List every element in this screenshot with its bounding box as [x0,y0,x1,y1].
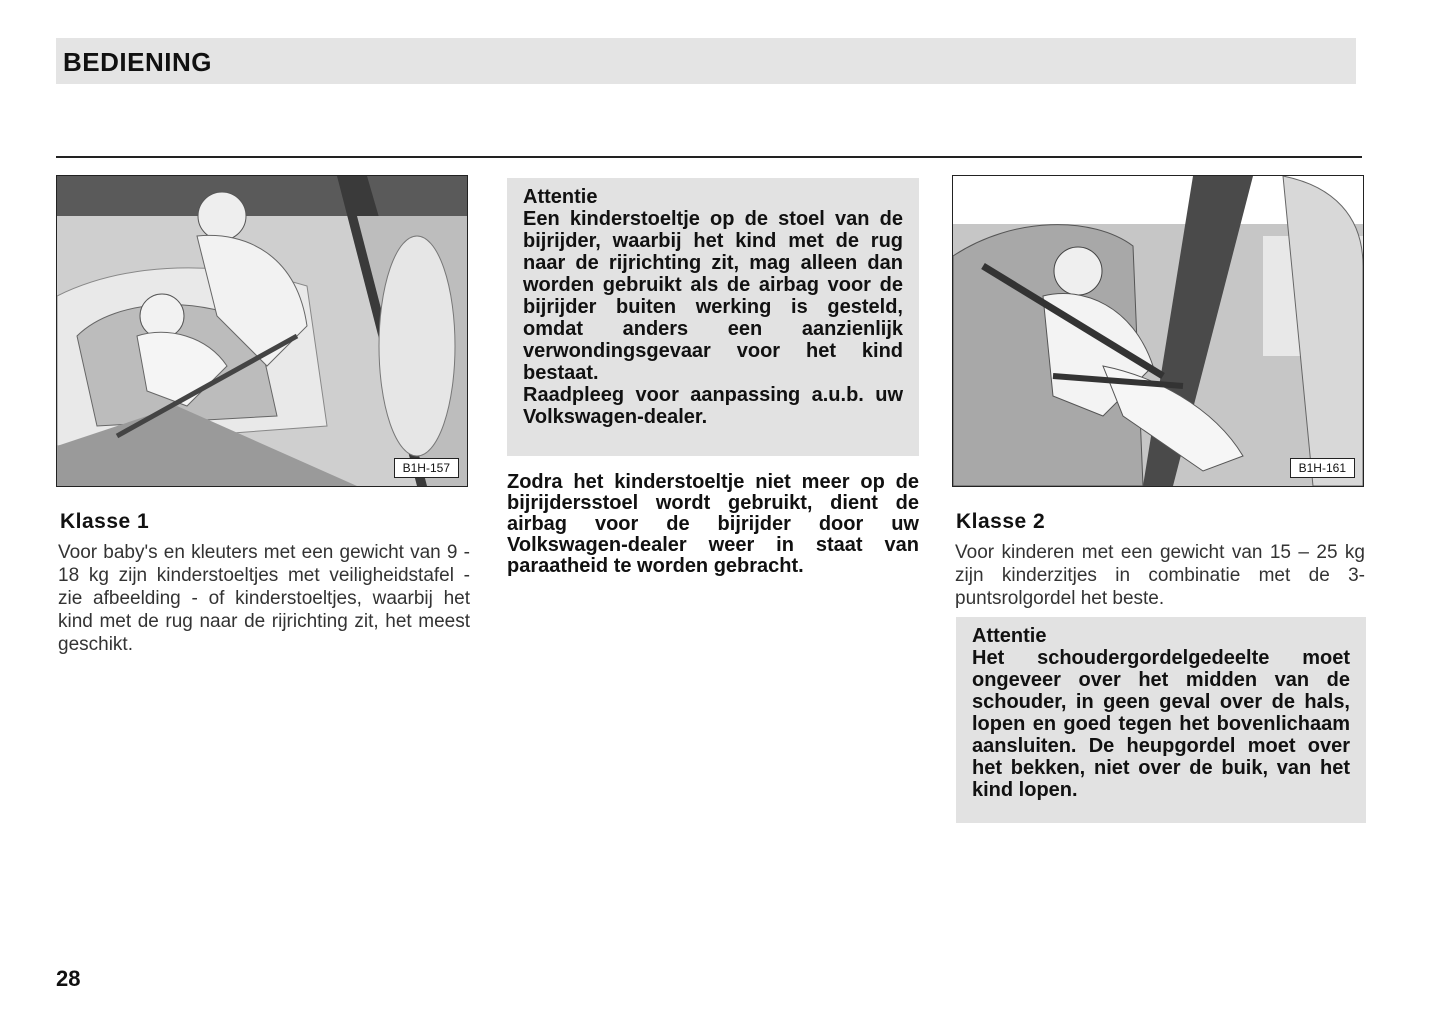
page-number: 28 [56,966,81,991]
heading-klasse-1: Klasse 1 [60,510,150,533]
warning-text-belt: Het schoudergordelgedeelte moet ongeveer over het midden van de schouder, in geen geval over de hals, lopen en goed tegen het bovenlichaam aansluiten. De heupgordel moet over het bekken, niet over de buik, van het kind lopen. [972,647,1350,801]
warning-title: Attentie [523,186,598,208]
illustration-klasse-1 [56,175,468,487]
header-band [56,38,1356,84]
figure-code-left: B1H-157 [394,458,459,478]
illustration-klasse-2 [952,175,1364,487]
warning-box-belt [956,617,1366,823]
figure-code-right: B1H-161 [1290,458,1355,478]
text-klasse-1: Voor baby's en kleuters met een gewicht van 9 - 18 kg zijn kinderstoeltjes met veiligheidstafel - zie afbeelding - of kinderstoeltjes, waarbij het kind met de rug naar de rijrichting zit, het meest geschikt. [58,542,470,655]
section-title: BEDIENING [63,47,212,77]
heading-klasse-2: Klasse 2 [956,510,1046,533]
horizontal-rule [56,156,1362,158]
warning-box-airbag [507,178,919,456]
warning-text: Een kinderstoeltje op de stoel van de bijrijder, waarbij het kind met de rug naar de rijrichting zit, mag alleen dan worden gebruikt als de airbag voor de bijrijder buiten werking is gesteld, omdat anders een aanzienlijk verwondingsgevaar voor het kind bestaat. [523,208,903,384]
text-klasse-2: Voor kinderen met een gewicht van 15 – 25 kg zijn kinderzitjes in combinatie met de 3-puntsrolgordel het beste. [955,542,1365,609]
child-seat-rear-facing-drawing [57,176,467,486]
airbag-reactivation-paragraph: Zodra het kinderstoeltje niet meer op de bijrijdersstoel wordt gebruikt, dient de airbag voor de bijrijder door uw Volkswagen-dealer weer in staat van paraatheid te worden gebracht. [507,471,919,577]
warning-text-dealer: Raadpleeg voor aanpassing a.u.b. uw Volkswagen-dealer. [523,384,903,428]
warning-title-belt: Attentie [972,625,1047,647]
child-seat-belt-drawing [953,176,1363,486]
